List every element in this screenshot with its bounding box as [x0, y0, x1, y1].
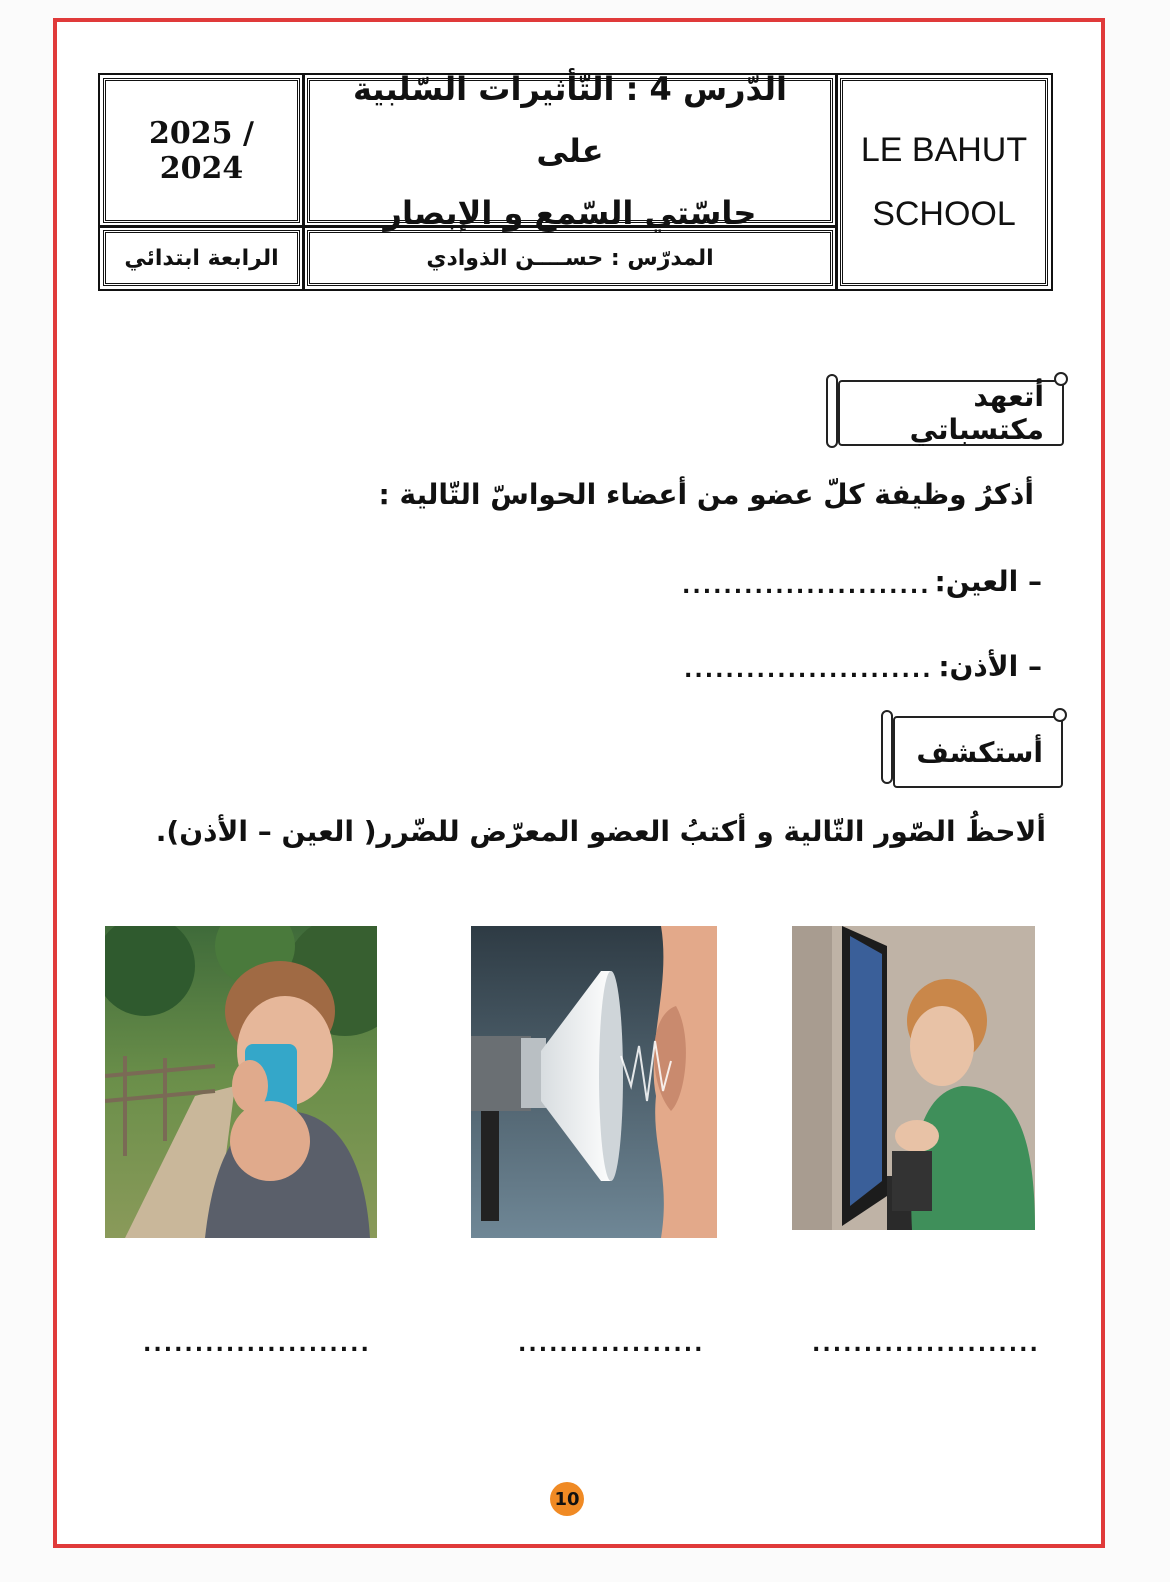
loudspeaker-ear-image: [471, 926, 717, 1238]
grade-level: الرابعة ابتدائي: [124, 245, 279, 271]
lesson-title-cell: [307, 69, 833, 232]
scroll-curl-icon: [826, 374, 838, 448]
section2-title-banner: [893, 716, 1063, 788]
scroll-curl-icon: [881, 710, 893, 784]
lesson-title-line2: حاسّتي السّمع و الإبصار: [383, 193, 757, 232]
school-cell: [840, 78, 1048, 286]
level-cell: [103, 230, 300, 286]
scroll-knob-icon: [1053, 708, 1067, 722]
school-name-line1: LE BAHUT: [860, 131, 1028, 169]
teacher-name: المدرّس : حســــن الذوادي: [426, 245, 714, 271]
answer-blank-3[interactable]: ......................: [812, 1332, 1040, 1357]
item-ear-blank[interactable]: ........................: [684, 658, 933, 683]
item-ear-label: – الأذن:: [938, 650, 1042, 683]
lesson-title-line1: الدّرس 4 : التّأثيرات السّلبية على: [353, 69, 787, 170]
item-eye-blank[interactable]: ........................: [682, 574, 931, 599]
header-table: [95, 70, 1059, 298]
section1-instruction: أذكرُ وظيفة كلّ عضو من أعضاء الحواسّ التّالية :: [378, 478, 1034, 511]
scroll-knob-icon: [1054, 372, 1068, 386]
answer-blank-2[interactable]: ..................: [518, 1332, 705, 1357]
section1-title: أتعهد مكتسباتي: [909, 380, 1044, 446]
page-number: 10: [550, 1482, 584, 1516]
section2-instruction: ألاحظُ الصّور التّالية و أكتبُ العضو المعرّض للضّرر( العين – الأذن).: [155, 815, 1046, 848]
school-year: 2025 / 2024: [149, 115, 254, 186]
item-eye-label: – العين:: [934, 565, 1042, 598]
child-at-computer-image: [792, 926, 1035, 1230]
year-cell: [103, 78, 300, 223]
section1-title-banner: [838, 380, 1064, 446]
answer-blank-1[interactable]: ......................: [143, 1332, 371, 1357]
teacher-cell: [307, 230, 833, 286]
section2-title: أستكشف: [916, 735, 1043, 769]
school-name-line2: SCHOOL: [872, 195, 1016, 233]
child-with-phone-image: [105, 926, 377, 1238]
